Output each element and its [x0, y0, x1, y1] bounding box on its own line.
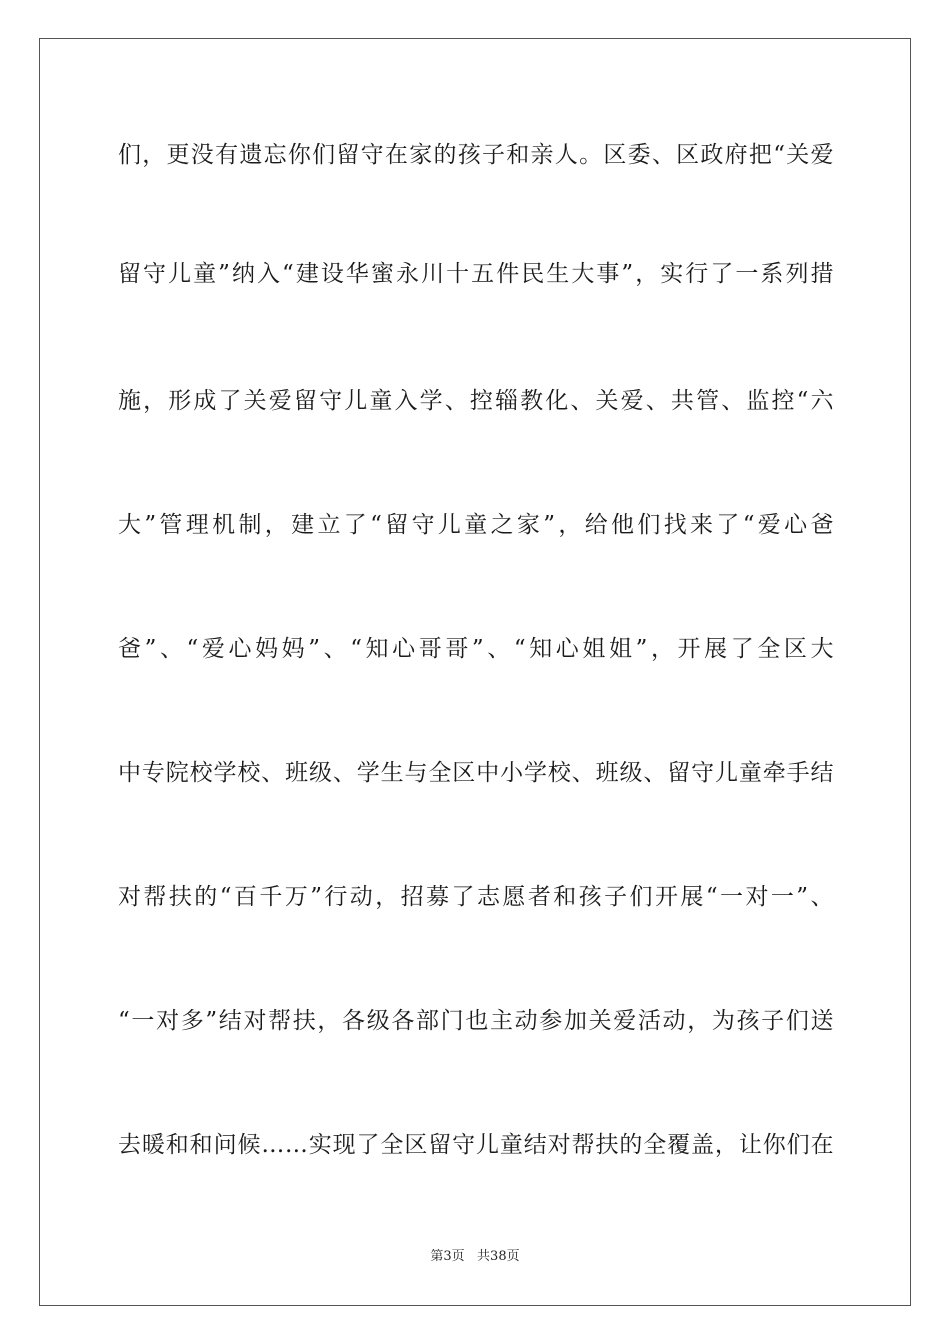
text-line: 去暖和和问候……实现了全区留守儿童结对帮扶的全覆盖，让你们在 [118, 1132, 834, 1158]
page-border [39, 38, 911, 1306]
text-line: 们，更没有遗忘你们留守在家的孩子和亲人。区委、区政府把“关爱 [118, 142, 834, 168]
text-line: 留守儿童”纳入“建设华蜜永川十五件民生大事”，实行了一系列措 [118, 261, 834, 287]
text-line: 中专院校学校、班级、学生与全区中小学校、班级、留守儿童牵手结 [118, 760, 834, 786]
text-line: 爸”、“爱心妈妈”、“知心哥哥”、“知心姐姐”，开展了全区大 [118, 636, 834, 662]
text-line: “一对多”结对帮扶，各级各部门也主动参加关爱活动，为孩子们送 [118, 1008, 834, 1034]
text-line: 对帮扶的“百千万”行动，招募了志愿者和孩子们开展“一对一”、 [118, 884, 834, 910]
page-number-footer: 第3页 共38页 [430, 1249, 520, 1264]
text-line: 大”管理机制，建立了“留守儿童之家”，给他们找来了“爱心爸 [118, 512, 834, 538]
text-line: 施，形成了关爱留守儿童入学、控辎教化、关爱、共管、监控“六 [118, 388, 834, 414]
